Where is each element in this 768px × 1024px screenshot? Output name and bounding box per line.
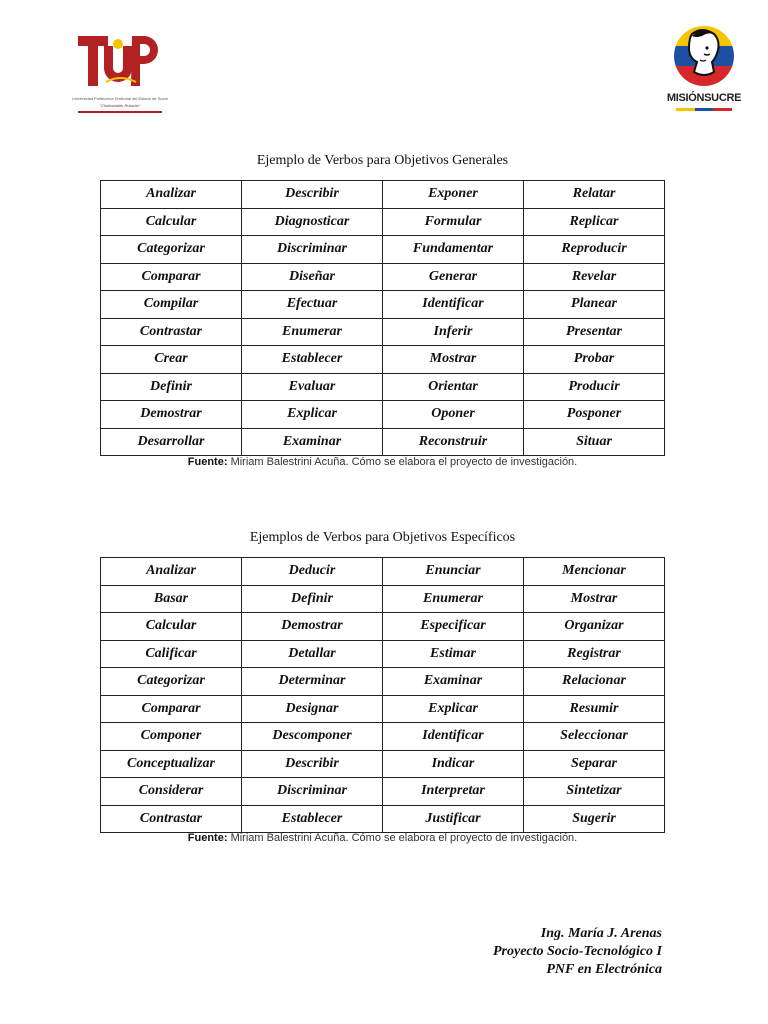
verb-cell: Organizar	[524, 613, 665, 641]
verb-cell: Estimar	[383, 640, 524, 668]
table-row	[101, 263, 665, 291]
verb-cell: Resumir	[524, 695, 665, 723]
verb-cell: Enumerar	[383, 585, 524, 613]
verb-cell: Presentar	[524, 318, 665, 346]
verb-cell: Identificar	[383, 291, 524, 319]
verb-cell: Probar	[524, 346, 665, 374]
verb-cell: Fundamentar	[383, 236, 524, 264]
table-row	[101, 373, 665, 401]
university-logo-mark	[76, 30, 160, 92]
verb-cell: Describir	[242, 181, 383, 209]
verb-cell: Reproducir	[524, 236, 665, 264]
verb-cell: Formular	[383, 208, 524, 236]
verb-cell: Identificar	[383, 723, 524, 751]
verb-cell: Mostrar	[383, 346, 524, 374]
verb-cell: Mencionar	[524, 558, 665, 586]
verb-cell: Contrastar	[101, 805, 242, 833]
verb-cell: Calcular	[101, 208, 242, 236]
verb-cell: Compilar	[101, 291, 242, 319]
verb-cell: Desarrollar	[101, 428, 242, 456]
verb-cell: Definir	[101, 373, 242, 401]
verb-cell: Determinar	[242, 668, 383, 696]
flag-stripe	[676, 108, 732, 111]
verb-cell: Considerar	[101, 778, 242, 806]
table-row	[101, 318, 665, 346]
verb-cell: Contrastar	[101, 318, 242, 346]
table-row	[101, 805, 665, 833]
verb-cell: Oponer	[383, 401, 524, 429]
verb-cell: Relatar	[524, 181, 665, 209]
verb-cell: Diagnosticar	[242, 208, 383, 236]
table-row	[101, 181, 665, 209]
verb-cell: Diseñar	[242, 263, 383, 291]
verb-cell: Sintetizar	[524, 778, 665, 806]
verb-cell: Designar	[242, 695, 383, 723]
author-name: Ing. María J. Arenas	[540, 926, 662, 941]
verb-cell: Analizar	[101, 558, 242, 586]
verb-cell: Posponer	[524, 401, 665, 429]
verb-cell: Discriminar	[242, 778, 383, 806]
verb-cell: Establecer	[242, 346, 383, 374]
verb-cell: Inferir	[383, 318, 524, 346]
verb-cell: Crear	[101, 346, 242, 374]
verb-cell: Situar	[524, 428, 665, 456]
verb-cell: Reconstruir	[383, 428, 524, 456]
verb-cell: Discriminar	[242, 236, 383, 264]
university-motto: "Clodosbaldo Russián"	[99, 103, 141, 108]
mision-sucre-logo	[664, 24, 744, 119]
table2-source	[100, 832, 665, 844]
table-row	[101, 346, 665, 374]
verb-cell: Conceptualizar	[101, 750, 242, 778]
table-row	[101, 401, 665, 429]
verb-cell: Examinar	[383, 668, 524, 696]
verb-cell: Comparar	[101, 263, 242, 291]
verb-cell: Descomponer	[242, 723, 383, 751]
table-row	[101, 640, 665, 668]
verb-cell: Evaluar	[242, 373, 383, 401]
project-name: Proyecto Socio-Tecnológico I	[492, 944, 662, 959]
verb-cell: Enunciar	[383, 558, 524, 586]
verb-cell: Establecer	[242, 805, 383, 833]
verb-cell: Separar	[524, 750, 665, 778]
verb-cell: Seleccionar	[524, 723, 665, 751]
mision-sucre-wordmark	[664, 92, 744, 104]
brand-prefix: MISIÓN	[666, 92, 705, 104]
table-row	[101, 695, 665, 723]
verb-cell: Explicar	[242, 401, 383, 429]
table-row	[101, 428, 665, 456]
verb-cell: Examinar	[242, 428, 383, 456]
verb-cell: Generar	[383, 263, 524, 291]
table-row	[101, 613, 665, 641]
verb-cell: Demostrar	[101, 401, 242, 429]
table-row	[101, 778, 665, 806]
table-row	[101, 750, 665, 778]
source-label: Fuente:	[187, 832, 228, 844]
source-text: Miriam Balestrini Acuña. Cómo se elabora el proyecto de investigación.	[230, 456, 578, 468]
table-row	[101, 558, 665, 586]
sucre-portrait-icon	[670, 24, 738, 90]
verb-cell: Interpretar	[383, 778, 524, 806]
verb-cell: Basar	[101, 585, 242, 613]
verb-cell: Replicar	[524, 208, 665, 236]
verb-cell: Explicar	[383, 695, 524, 723]
table1-caption: Ejemplo de Verbos para Objetivos Generales	[256, 153, 509, 168]
verb-cell: Definir	[242, 585, 383, 613]
verb-cell: Mostrar	[524, 585, 665, 613]
verb-cell: Relacionar	[524, 668, 665, 696]
university-logo	[70, 30, 170, 120]
table-row	[101, 291, 665, 319]
source-text: Miriam Balestrini Acuña. Cómo se elabora el proyecto de investigación.	[230, 832, 578, 844]
verb-cell: Componer	[101, 723, 242, 751]
table2-caption: Ejemplos de Verbos para Objetivos Específicos	[249, 530, 516, 545]
general-objectives-verbs-table	[100, 180, 665, 456]
verb-cell: Categorizar	[101, 236, 242, 264]
program-name: PNF en Electrónica	[546, 962, 662, 977]
university-name: Universidad Politécnica Territorial del Estado de Sucre	[71, 96, 169, 101]
verb-cell: Demostrar	[242, 613, 383, 641]
table-row	[101, 668, 665, 696]
specific-objectives-verbs-table	[100, 557, 665, 833]
verb-cell: Especificar	[383, 613, 524, 641]
table-row	[101, 236, 665, 264]
verb-cell: Analizar	[101, 181, 242, 209]
verb-cell: Exponer	[383, 181, 524, 209]
verb-cell: Calcular	[101, 613, 242, 641]
verb-cell: Planear	[524, 291, 665, 319]
verb-cell: Sugerir	[524, 805, 665, 833]
verb-cell: Registrar	[524, 640, 665, 668]
table-row	[101, 723, 665, 751]
verb-cell: Comparar	[101, 695, 242, 723]
verb-cell: Categorizar	[101, 668, 242, 696]
table-row	[101, 585, 665, 613]
verb-cell: Indicar	[383, 750, 524, 778]
brand-suffix: SUCRE	[704, 92, 742, 104]
table1-source	[100, 456, 665, 468]
verb-cell: Justificar	[383, 805, 524, 833]
verb-cell: Orientar	[383, 373, 524, 401]
verb-cell: Enumerar	[242, 318, 383, 346]
verb-cell: Revelar	[524, 263, 665, 291]
table-row	[101, 208, 665, 236]
verb-cell: Calificar	[101, 640, 242, 668]
author-signature-block	[493, 925, 662, 979]
verb-cell: Deducir	[242, 558, 383, 586]
verb-cell: Describir	[242, 750, 383, 778]
logo-underline	[78, 111, 162, 113]
verb-cell: Producir	[524, 373, 665, 401]
verb-cell: Efectuar	[242, 291, 383, 319]
source-label: Fuente:	[187, 456, 228, 468]
verb-cell: Detallar	[242, 640, 383, 668]
